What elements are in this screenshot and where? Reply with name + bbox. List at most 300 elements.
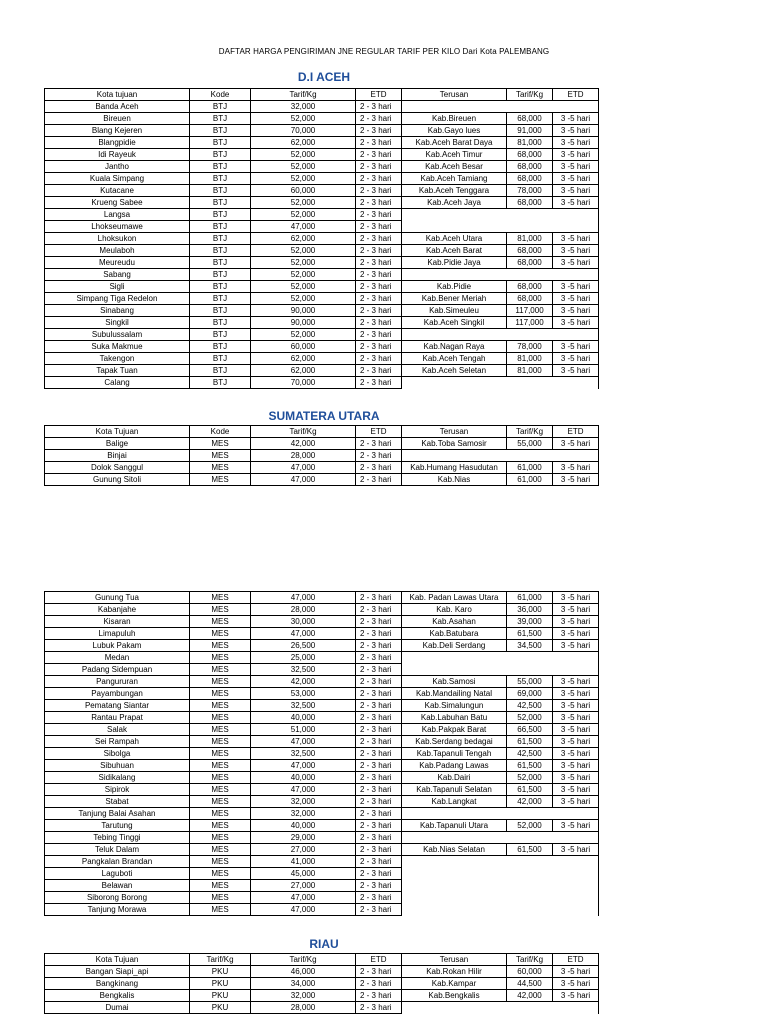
cell-forward-rate: 42,500	[507, 700, 553, 712]
cell-rate: 28,000	[251, 604, 356, 616]
cell-forward-destination: Kab.Padang Lawas	[402, 760, 507, 772]
cell-forward-etd	[553, 856, 599, 868]
cell-rate: 53,000	[251, 688, 356, 700]
cell-city: Kuala Simpang	[45, 173, 190, 185]
rates-table-aceh	[44, 88, 599, 389]
cell-etd: 2 - 3 hari	[356, 1002, 402, 1014]
cell-code: MES	[190, 688, 251, 700]
table-row	[45, 365, 599, 377]
cell-city: Tebing Tinggi	[45, 832, 190, 844]
cell-city: Meulaboh	[45, 245, 190, 257]
cell-forward-rate: 81,000	[507, 365, 553, 377]
cell-code: MES	[190, 652, 251, 664]
cell-code: PKU	[190, 978, 251, 990]
table-row	[45, 640, 599, 652]
cell-forward-etd: 3 -5 hari	[553, 317, 599, 329]
cell-forward-destination: Kab.Deli Serdang	[402, 640, 507, 652]
cell-forward-rate	[507, 101, 553, 113]
cell-forward-etd: 3 -5 hari	[553, 185, 599, 197]
cell-forward-destination	[402, 892, 507, 904]
cell-forward-destination: Kab.Aceh Barat Daya	[402, 137, 507, 149]
cell-city: Pematang Siantar	[45, 700, 190, 712]
cell-forward-etd	[553, 329, 599, 341]
cell-city: Lhokseumawe	[45, 221, 190, 233]
cell-forward-etd	[553, 808, 599, 820]
cell-rate: 60,000	[251, 341, 356, 353]
cell-code: MES	[190, 820, 251, 832]
cell-city: Tapak Tuan	[45, 365, 190, 377]
cell-city: Sigli	[45, 281, 190, 293]
column-header-code: Kode	[190, 426, 251, 438]
table-row	[45, 353, 599, 365]
cell-etd: 2 - 3 hari	[356, 317, 402, 329]
cell-code: MES	[190, 616, 251, 628]
cell-forward-destination: Kab.Dairi	[402, 772, 507, 784]
cell-forward-destination	[402, 269, 507, 281]
table-row	[45, 474, 599, 486]
cell-forward-rate: 61,500	[507, 784, 553, 796]
cell-forward-rate	[507, 450, 553, 462]
table-row	[45, 748, 599, 760]
cell-code: MES	[190, 760, 251, 772]
cell-city: Pangururan	[45, 676, 190, 688]
cell-forward-rate: 36,000	[507, 604, 553, 616]
cell-forward-rate	[507, 221, 553, 233]
cell-forward-rate: 68,000	[507, 113, 553, 125]
cell-forward-rate	[507, 377, 553, 389]
cell-forward-etd: 3 -5 hari	[553, 438, 599, 450]
cell-forward-etd: 3 -5 hari	[553, 305, 599, 317]
cell-forward-destination: Kab. Padan Lawas Utara	[402, 592, 507, 604]
cell-etd: 2 - 3 hari	[356, 808, 402, 820]
cell-code: BTJ	[190, 137, 251, 149]
cell-forward-destination	[402, 221, 507, 233]
cell-forward-etd: 3 -5 hari	[553, 592, 599, 604]
cell-forward-etd	[553, 377, 599, 389]
cell-etd: 2 - 3 hari	[356, 161, 402, 173]
cell-forward-rate: 117,000	[507, 317, 553, 329]
cell-etd: 2 - 3 hari	[356, 462, 402, 474]
table-row	[45, 868, 599, 880]
cell-forward-etd	[553, 892, 599, 904]
cell-etd: 2 - 3 hari	[356, 880, 402, 892]
table-row	[45, 760, 599, 772]
cell-forward-destination: Kab.Simeuleu	[402, 305, 507, 317]
cell-forward-destination: Kab.Aceh Jaya	[402, 197, 507, 209]
cell-rate: 52,000	[251, 245, 356, 257]
table-row	[45, 233, 599, 245]
cell-etd: 2 - 3 hari	[356, 760, 402, 772]
cell-etd: 2 - 3 hari	[356, 604, 402, 616]
cell-forward-destination	[402, 904, 507, 916]
cell-city: Teluk Dalam	[45, 844, 190, 856]
table-row	[45, 688, 599, 700]
table-row	[45, 317, 599, 329]
cell-city: Kisaran	[45, 616, 190, 628]
cell-rate: 29,000	[251, 832, 356, 844]
cell-forward-etd	[553, 664, 599, 676]
cell-forward-rate: 117,000	[507, 305, 553, 317]
cell-forward-destination: Kab.Aceh Barat	[402, 245, 507, 257]
column-header-etd: ETD	[356, 426, 402, 438]
cell-city: Krueng Sabee	[45, 197, 190, 209]
cell-city: Laguboti	[45, 868, 190, 880]
cell-code: MES	[190, 844, 251, 856]
table-row	[45, 978, 599, 990]
cell-forward-rate: 55,000	[507, 438, 553, 450]
cell-code: MES	[190, 640, 251, 652]
cell-etd: 2 - 3 hari	[356, 257, 402, 269]
cell-code: MES	[190, 604, 251, 616]
cell-forward-etd	[553, 101, 599, 113]
cell-forward-etd: 3 -5 hari	[553, 760, 599, 772]
cell-forward-rate	[507, 856, 553, 868]
cell-forward-destination: Kab.Nias Selatan	[402, 844, 507, 856]
cell-forward-destination: Kab.Labuhan Batu	[402, 712, 507, 724]
cell-code: MES	[190, 904, 251, 916]
cell-forward-rate	[507, 868, 553, 880]
cell-city: Kutacane	[45, 185, 190, 197]
cell-rate: 42,000	[251, 676, 356, 688]
cell-forward-etd: 3 -5 hari	[553, 245, 599, 257]
cell-forward-etd: 3 -5 hari	[553, 772, 599, 784]
cell-forward-destination: Kab.Tapanuli Tengah	[402, 748, 507, 760]
table-row	[45, 305, 599, 317]
cell-rate: 52,000	[251, 269, 356, 281]
cell-forward-destination	[402, 868, 507, 880]
table-row	[45, 1002, 599, 1014]
table-row	[45, 856, 599, 868]
cell-etd: 2 - 3 hari	[356, 365, 402, 377]
table-row	[45, 990, 599, 1002]
table-header-row	[45, 89, 599, 101]
cell-forward-destination: Kab.Aceh Tenggara	[402, 185, 507, 197]
cell-forward-etd: 3 -5 hari	[553, 474, 599, 486]
cell-city: Sipirok	[45, 784, 190, 796]
column-header-etd: ETD	[356, 954, 402, 966]
cell-city: Tarutung	[45, 820, 190, 832]
cell-forward-destination: Kab.Pakpak Barat	[402, 724, 507, 736]
table-row	[45, 628, 599, 640]
cell-code: MES	[190, 664, 251, 676]
cell-rate: 47,000	[251, 760, 356, 772]
table-header-row	[45, 954, 599, 966]
cell-rate: 62,000	[251, 365, 356, 377]
cell-code: MES	[190, 748, 251, 760]
cell-forward-destination: Kab.Aceh Tamiang	[402, 173, 507, 185]
cell-code: MES	[190, 628, 251, 640]
cell-forward-etd: 3 -5 hari	[553, 293, 599, 305]
column-header-forward-destination: Terusan	[402, 89, 507, 101]
cell-etd: 2 - 3 hari	[356, 628, 402, 640]
cell-rate: 60,000	[251, 185, 356, 197]
cell-code: BTJ	[190, 305, 251, 317]
table-row	[45, 700, 599, 712]
cell-etd: 2 - 3 hari	[356, 341, 402, 353]
table-row	[45, 616, 599, 628]
cell-rate: 40,000	[251, 820, 356, 832]
cell-rate: 32,500	[251, 700, 356, 712]
cell-forward-destination	[402, 664, 507, 676]
cell-etd: 2 - 3 hari	[356, 724, 402, 736]
cell-city: Pangkalan Brandan	[45, 856, 190, 868]
table-row	[45, 137, 599, 149]
cell-city: Stabat	[45, 796, 190, 808]
cell-code: BTJ	[190, 353, 251, 365]
cell-city: Balige	[45, 438, 190, 450]
cell-forward-etd: 3 -5 hari	[553, 365, 599, 377]
cell-forward-etd	[553, 450, 599, 462]
cell-code: MES	[190, 772, 251, 784]
cell-forward-etd: 3 -5 hari	[553, 197, 599, 209]
cell-city: Gunung Sitoli	[45, 474, 190, 486]
table-header-row	[45, 426, 599, 438]
cell-forward-rate: 61,500	[507, 760, 553, 772]
cell-rate: 51,000	[251, 724, 356, 736]
cell-forward-rate: 78,000	[507, 341, 553, 353]
cell-forward-rate: 68,000	[507, 149, 553, 161]
cell-rate: 41,000	[251, 856, 356, 868]
table-row	[45, 209, 599, 221]
cell-forward-rate: 68,000	[507, 197, 553, 209]
table-row	[45, 462, 599, 474]
table-row	[45, 221, 599, 233]
cell-forward-etd	[553, 1002, 599, 1014]
cell-code: BTJ	[190, 221, 251, 233]
cell-forward-etd: 3 -5 hari	[553, 796, 599, 808]
cell-etd: 2 - 3 hari	[356, 640, 402, 652]
table-row	[45, 892, 599, 904]
cell-forward-rate: 60,000	[507, 966, 553, 978]
cell-forward-etd: 3 -5 hari	[553, 966, 599, 978]
cell-forward-destination: Kab.Tapanuli Selatan	[402, 784, 507, 796]
cell-city: Belawan	[45, 880, 190, 892]
table-row	[45, 173, 599, 185]
table-row	[45, 832, 599, 844]
column-header-city: Kota tujuan	[45, 89, 190, 101]
cell-etd: 2 - 3 hari	[356, 125, 402, 137]
cell-forward-rate: 52,000	[507, 772, 553, 784]
cell-forward-etd: 3 -5 hari	[553, 784, 599, 796]
cell-forward-rate	[507, 832, 553, 844]
cell-rate: 52,000	[251, 257, 356, 269]
cell-forward-destination: Kab.Pidie Jaya	[402, 257, 507, 269]
cell-code: BTJ	[190, 209, 251, 221]
cell-city: Salak	[45, 724, 190, 736]
cell-code: BTJ	[190, 185, 251, 197]
cell-forward-rate	[507, 904, 553, 916]
cell-forward-destination: Kab.Aceh Tengah	[402, 353, 507, 365]
cell-forward-etd: 3 -5 hari	[553, 137, 599, 149]
cell-forward-destination	[402, 377, 507, 389]
cell-forward-destination: Kab.Bireuen	[402, 113, 507, 125]
column-header-code: Kode	[190, 89, 251, 101]
cell-code: BTJ	[190, 269, 251, 281]
table-row	[45, 676, 599, 688]
cell-code: MES	[190, 438, 251, 450]
table-row	[45, 820, 599, 832]
cell-etd: 2 - 3 hari	[356, 784, 402, 796]
cell-forward-destination: Kab.Bengkalis	[402, 990, 507, 1002]
cell-forward-rate: 68,000	[507, 173, 553, 185]
cell-forward-rate: 42,000	[507, 796, 553, 808]
cell-forward-rate	[507, 652, 553, 664]
cell-etd: 2 - 3 hari	[356, 185, 402, 197]
cell-forward-rate: 34,500	[507, 640, 553, 652]
cell-forward-destination	[402, 1002, 507, 1014]
table-row	[45, 904, 599, 916]
cell-forward-etd: 3 -5 hari	[553, 341, 599, 353]
cell-forward-etd: 3 -5 hari	[553, 628, 599, 640]
cell-code: MES	[190, 856, 251, 868]
cell-code: BTJ	[190, 293, 251, 305]
cell-forward-etd: 3 -5 hari	[553, 688, 599, 700]
cell-etd: 2 - 3 hari	[356, 293, 402, 305]
column-header-rate: Tarif/Kg	[251, 89, 356, 101]
cell-city: Bireuen	[45, 113, 190, 125]
cell-etd: 2 - 3 hari	[356, 474, 402, 486]
cell-code: MES	[190, 676, 251, 688]
cell-forward-rate: 61,500	[507, 628, 553, 640]
cell-etd: 2 - 3 hari	[356, 329, 402, 341]
cell-forward-destination	[402, 101, 507, 113]
cell-forward-etd: 3 -5 hari	[553, 844, 599, 856]
cell-rate: 52,000	[251, 149, 356, 161]
table-row	[45, 450, 599, 462]
cell-forward-rate: 81,000	[507, 233, 553, 245]
cell-rate: 47,000	[251, 221, 356, 233]
cell-forward-etd: 3 -5 hari	[553, 604, 599, 616]
table-row	[45, 269, 599, 281]
cell-forward-destination	[402, 856, 507, 868]
cell-etd: 2 - 3 hari	[356, 137, 402, 149]
cell-forward-rate	[507, 1002, 553, 1014]
cell-city: Dumai	[45, 1002, 190, 1014]
table-row	[45, 808, 599, 820]
cell-forward-rate: 61,000	[507, 462, 553, 474]
cell-etd: 2 - 3 hari	[356, 966, 402, 978]
cell-forward-rate: 44,500	[507, 978, 553, 990]
table-row	[45, 604, 599, 616]
column-header-forward-etd: ETD	[553, 954, 599, 966]
cell-city: Sei Rampah	[45, 736, 190, 748]
cell-rate: 25,000	[251, 652, 356, 664]
cell-city: Jantho	[45, 161, 190, 173]
table-row	[45, 844, 599, 856]
cell-code: BTJ	[190, 113, 251, 125]
cell-etd: 2 - 3 hari	[356, 856, 402, 868]
cell-etd: 2 - 3 hari	[356, 377, 402, 389]
cell-etd: 2 - 3 hari	[356, 712, 402, 724]
cell-rate: 32,000	[251, 808, 356, 820]
cell-forward-rate: 61,500	[507, 736, 553, 748]
cell-etd: 2 - 3 hari	[356, 305, 402, 317]
cell-city: Sibuhuan	[45, 760, 190, 772]
cell-etd: 2 - 3 hari	[356, 868, 402, 880]
cell-etd: 2 - 3 hari	[356, 353, 402, 365]
cell-city: Sidikalang	[45, 772, 190, 784]
cell-rate: 32,000	[251, 101, 356, 113]
cell-rate: 90,000	[251, 305, 356, 317]
table-row	[45, 772, 599, 784]
cell-forward-etd: 3 -5 hari	[553, 978, 599, 990]
cell-rate: 62,000	[251, 137, 356, 149]
cell-rate: 40,000	[251, 772, 356, 784]
table-row	[45, 197, 599, 209]
cell-forward-destination: Kab.Humang Hasudutan	[402, 462, 507, 474]
cell-rate: 47,000	[251, 474, 356, 486]
cell-code: BTJ	[190, 257, 251, 269]
cell-forward-destination: Kab.Toba Samosir	[402, 438, 507, 450]
cell-code: BTJ	[190, 161, 251, 173]
cell-rate: 52,000	[251, 209, 356, 221]
cell-etd: 2 - 3 hari	[356, 796, 402, 808]
cell-city: Dolok Sanggul	[45, 462, 190, 474]
cell-forward-rate: 68,000	[507, 161, 553, 173]
cell-code: MES	[190, 712, 251, 724]
cell-code: BTJ	[190, 281, 251, 293]
cell-rate: 70,000	[251, 125, 356, 137]
cell-forward-etd: 3 -5 hari	[553, 640, 599, 652]
cell-city: Langsa	[45, 209, 190, 221]
table-row	[45, 966, 599, 978]
cell-city: Subulussalam	[45, 329, 190, 341]
table-row	[45, 652, 599, 664]
rates-table-sumatera-utara	[44, 425, 599, 486]
cell-etd: 2 - 3 hari	[356, 221, 402, 233]
cell-forward-destination: Kab.Serdang bedagai	[402, 736, 507, 748]
cell-rate: 47,000	[251, 736, 356, 748]
cell-city: Sinabang	[45, 305, 190, 317]
cell-forward-destination: Kab.Pidie	[402, 281, 507, 293]
cell-forward-rate: 81,000	[507, 353, 553, 365]
cell-code: BTJ	[190, 341, 251, 353]
table-row	[45, 257, 599, 269]
cell-etd: 2 - 3 hari	[356, 904, 402, 916]
cell-forward-destination: Kab.Aceh Timur	[402, 149, 507, 161]
cell-code: MES	[190, 724, 251, 736]
cell-code: MES	[190, 450, 251, 462]
cell-forward-rate	[507, 209, 553, 221]
cell-forward-rate: 91,000	[507, 125, 553, 137]
cell-forward-etd	[553, 832, 599, 844]
cell-city: Lubuk Pakam	[45, 640, 190, 652]
cell-forward-rate: 69,000	[507, 688, 553, 700]
cell-forward-rate: 61,000	[507, 592, 553, 604]
cell-forward-rate: 66,500	[507, 724, 553, 736]
cell-code: BTJ	[190, 125, 251, 137]
table-row	[45, 880, 599, 892]
cell-rate: 32,500	[251, 664, 356, 676]
section-title-aceh: D.I ACEH	[297, 70, 351, 84]
cell-forward-etd: 3 -5 hari	[553, 173, 599, 185]
cell-rate: 45,000	[251, 868, 356, 880]
cell-etd: 2 - 3 hari	[356, 664, 402, 676]
cell-rate: 26,500	[251, 640, 356, 652]
cell-code: BTJ	[190, 101, 251, 113]
cell-city: Bangkinang	[45, 978, 190, 990]
cell-forward-etd: 3 -5 hari	[553, 113, 599, 125]
cell-rate: 27,000	[251, 844, 356, 856]
cell-city: Idi Rayeuk	[45, 149, 190, 161]
cell-forward-rate: 42,000	[507, 990, 553, 1002]
cell-city: Suka Makmue	[45, 341, 190, 353]
cell-forward-etd: 3 -5 hari	[553, 281, 599, 293]
cell-rate: 47,000	[251, 784, 356, 796]
cell-forward-destination: Kab.Langkat	[402, 796, 507, 808]
table-row	[45, 796, 599, 808]
table-row	[45, 377, 599, 389]
